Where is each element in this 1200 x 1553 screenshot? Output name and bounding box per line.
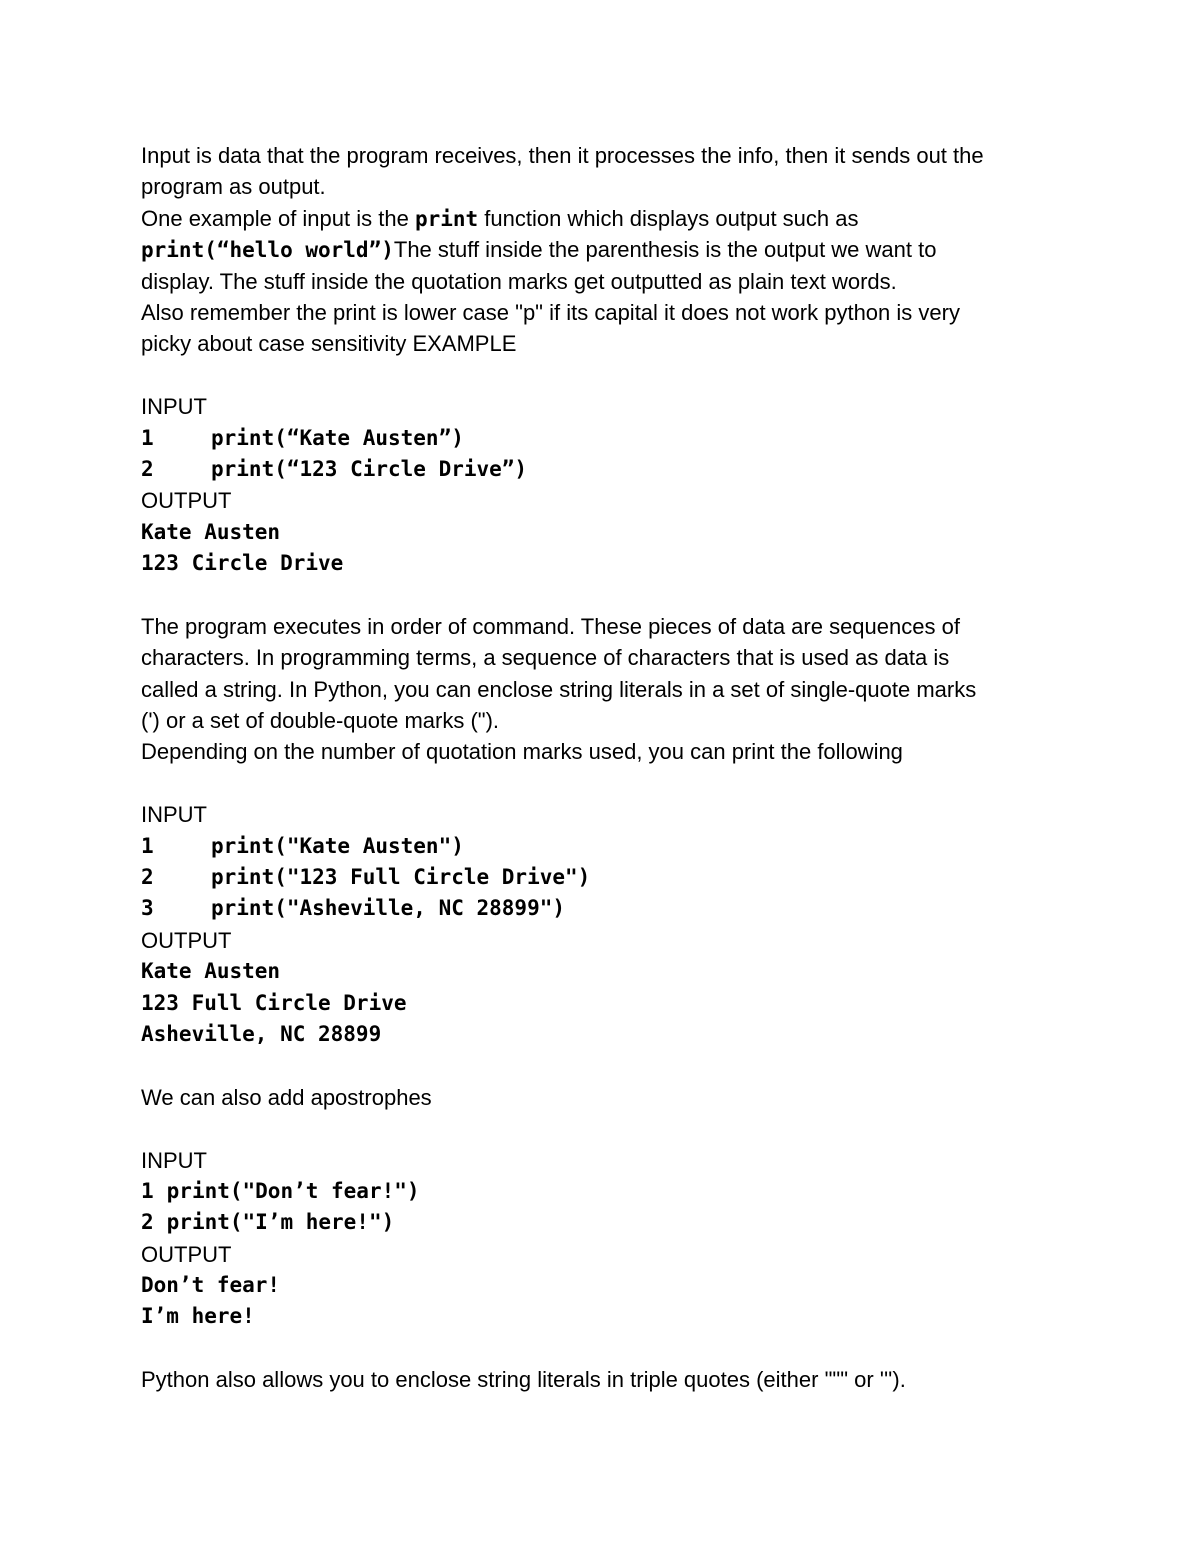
code-text: print("123 Full Circle Drive") xyxy=(211,864,591,889)
example2-output-line-2: 123 Full Circle Drive xyxy=(141,990,407,1015)
example2-input-line-1 xyxy=(141,831,1061,862)
line-number: 1 xyxy=(141,833,154,858)
code-text: print("Kate Austen") xyxy=(211,833,464,858)
example2-input-line-3 xyxy=(141,893,1061,924)
example2-output-line-3: Asheville, NC 28899 xyxy=(141,1021,382,1046)
spacer xyxy=(141,1333,1061,1364)
spacer xyxy=(141,360,1061,391)
example1-output-line-2: 123 Circle Drive xyxy=(141,551,344,576)
string-para-line-4: (') or a set of double-quote marks ("). xyxy=(141,708,500,734)
case-note-line-2: picky about case sensitivity EXAMPLE xyxy=(141,331,517,357)
spacer xyxy=(141,768,1061,799)
line-number: 3 xyxy=(141,896,154,921)
line-number: 1 xyxy=(141,1178,154,1203)
print-example-line-2 xyxy=(141,234,1061,265)
print-example-text: One example of input is the xyxy=(141,205,415,231)
example1-input-line-1 xyxy=(141,423,1061,454)
triple-quotes-line: Python also allows you to enclose string literals in triple quotes (either """ or '''). xyxy=(141,1367,906,1393)
document-page xyxy=(141,140,1061,1396)
example2-output-label: OUTPUT xyxy=(141,927,232,953)
string-para-line-3: called a string. In Python, you can enclose string literals in a set of single-quote marks xyxy=(141,676,977,702)
example2-output-line-1: Kate Austen xyxy=(141,959,281,984)
example2-input-line-2 xyxy=(141,862,1061,893)
example1-input-label: INPUT xyxy=(141,394,207,420)
string-para-line-2: characters. In programming terms, a sequence of characters that is used as data is xyxy=(141,645,950,671)
intro-line-2: program as output. xyxy=(141,174,326,200)
spacer xyxy=(141,1113,1061,1144)
example3-input-line-1 xyxy=(141,1176,1061,1207)
intro-line-1: Input is data that the program receives, then it processes the info, then it sends out the xyxy=(141,143,984,168)
example1-input-line-2 xyxy=(141,454,1061,485)
string-para-line-5: Depending on the number of quotation marks used, you can print the following xyxy=(141,739,903,765)
line-number: 2 xyxy=(141,864,154,889)
example3-output-line-1: Don’t fear! xyxy=(141,1273,281,1298)
line-number: 1 xyxy=(141,425,154,450)
example2-input-label: INPUT xyxy=(141,802,207,828)
parenthesis-explanation: The stuff inside the parenthesis is the output we want to xyxy=(393,237,937,263)
example1-output-label: OUTPUT xyxy=(141,488,232,514)
example3-output-label: OUTPUT xyxy=(141,1241,232,1267)
example1-output-line-1: Kate Austen xyxy=(141,519,281,544)
code-text: print("I’m here!") xyxy=(166,1210,395,1235)
example3-input-line-2 xyxy=(141,1207,1061,1238)
line-number: 2 xyxy=(141,456,154,481)
print-keyword: print xyxy=(414,206,479,231)
code-text: print(“123 Circle Drive”) xyxy=(211,456,528,481)
print-example-line-1 xyxy=(141,203,1061,234)
apostrophes-line: We can also add apostrophes xyxy=(141,1084,432,1110)
string-para-line-1: The program executes in order of command. These pieces of data are sequences of xyxy=(141,613,960,639)
code-text: print(“Kate Austen”) xyxy=(211,425,464,450)
example3-output-line-2: I’m here! xyxy=(141,1304,255,1329)
case-note-line-1: Also remember the print is lower case "p" if its capital it does not work python is very xyxy=(141,299,960,325)
hello-world-code: print(“hello world”) xyxy=(141,238,394,263)
example3-input-label: INPUT xyxy=(141,1147,207,1173)
code-text: print("Don’t fear!") xyxy=(166,1178,420,1203)
code-text: print("Asheville, NC 28899") xyxy=(211,896,566,921)
spacer xyxy=(141,579,1061,610)
spacer xyxy=(141,1050,1061,1081)
print-example-line-3: display. The stuff inside the quotation marks get outputted as plain text words. xyxy=(141,268,897,294)
line-number: 2 xyxy=(141,1210,154,1235)
print-example-text-after: function which displays output such as xyxy=(478,205,859,231)
